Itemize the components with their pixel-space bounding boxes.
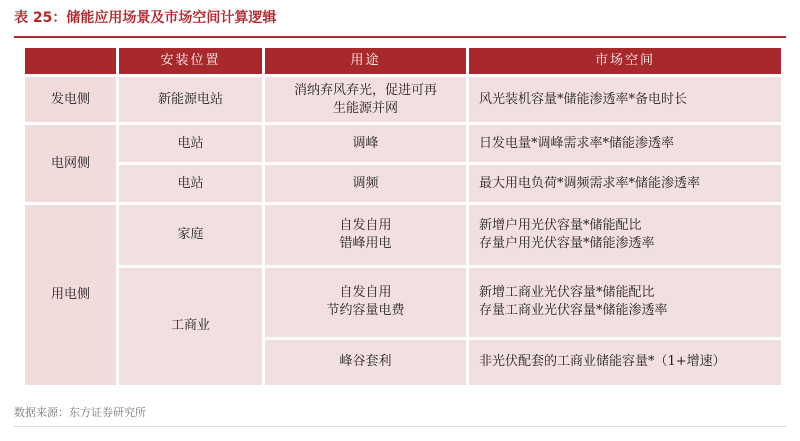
market-cell: 日发电量*调峰需求率*储能渗透率 [468, 124, 783, 164]
use-line: 自发自用 [339, 218, 392, 234]
use-line: 生能源并网 [332, 100, 398, 116]
table-row [24, 76, 783, 124]
source-note: 数据来源：东方证券研究所 [14, 406, 146, 419]
use-line: 错峰用电 [339, 236, 392, 252]
location-cell: 新能源电站 [118, 76, 264, 124]
market-cell: 最大用电负荷*调频需求率*储能渗透率 [468, 164, 783, 204]
location-cell: 电站 [118, 124, 264, 164]
table-title: 表 25：储能应用场景及市场空间计算逻辑 [14, 10, 277, 26]
market-cell [468, 266, 783, 338]
header-use: 用途 [264, 47, 468, 76]
use-line: 节约容量电费 [326, 303, 405, 319]
use-cell [264, 204, 468, 266]
market-line: 新增工商业光伏容量*储能配比 [479, 285, 655, 301]
market-line: 新增户用光伏容量*储能配比 [479, 218, 642, 234]
location-cell: 工商业 [118, 266, 264, 386]
storage-market-table [22, 45, 784, 388]
use-cell: 调峰 [264, 124, 468, 164]
header-location: 安装位置 [118, 47, 264, 76]
market-cell [468, 204, 783, 266]
use-line: 消纳弃风弃光，促进可再 [293, 82, 437, 98]
market-line: 存量工商业光伏容量*储能渗透率 [479, 303, 668, 319]
table-row [24, 266, 783, 338]
table-row [24, 124, 783, 164]
section-generation: 发电侧 [24, 76, 118, 124]
use-cell: 峰谷套利 [264, 338, 468, 386]
use-cell [264, 266, 468, 338]
header-row [24, 47, 783, 76]
location-cell: 电站 [118, 164, 264, 204]
table-container [22, 45, 781, 388]
section-grid: 电网侧 [24, 124, 118, 204]
table-row [24, 164, 783, 204]
use-cell: 调频 [264, 164, 468, 204]
market-cell: 风光装机容量*储能渗透率*备电时长 [468, 76, 783, 124]
table-row [24, 204, 783, 266]
header-category [24, 47, 118, 76]
location-cell: 家庭 [118, 204, 264, 266]
footer-divider [14, 426, 786, 427]
market-cell: 非光伏配套的工商业储能容量*（1+增速） [468, 338, 783, 386]
title-divider [14, 36, 786, 38]
use-cell [264, 76, 468, 124]
section-user: 用电侧 [24, 204, 118, 387]
header-market: 市场空间 [468, 47, 783, 76]
market-line: 存量户用光伏容量*储能渗透率 [479, 236, 655, 252]
use-line: 自发自用 [339, 285, 392, 301]
